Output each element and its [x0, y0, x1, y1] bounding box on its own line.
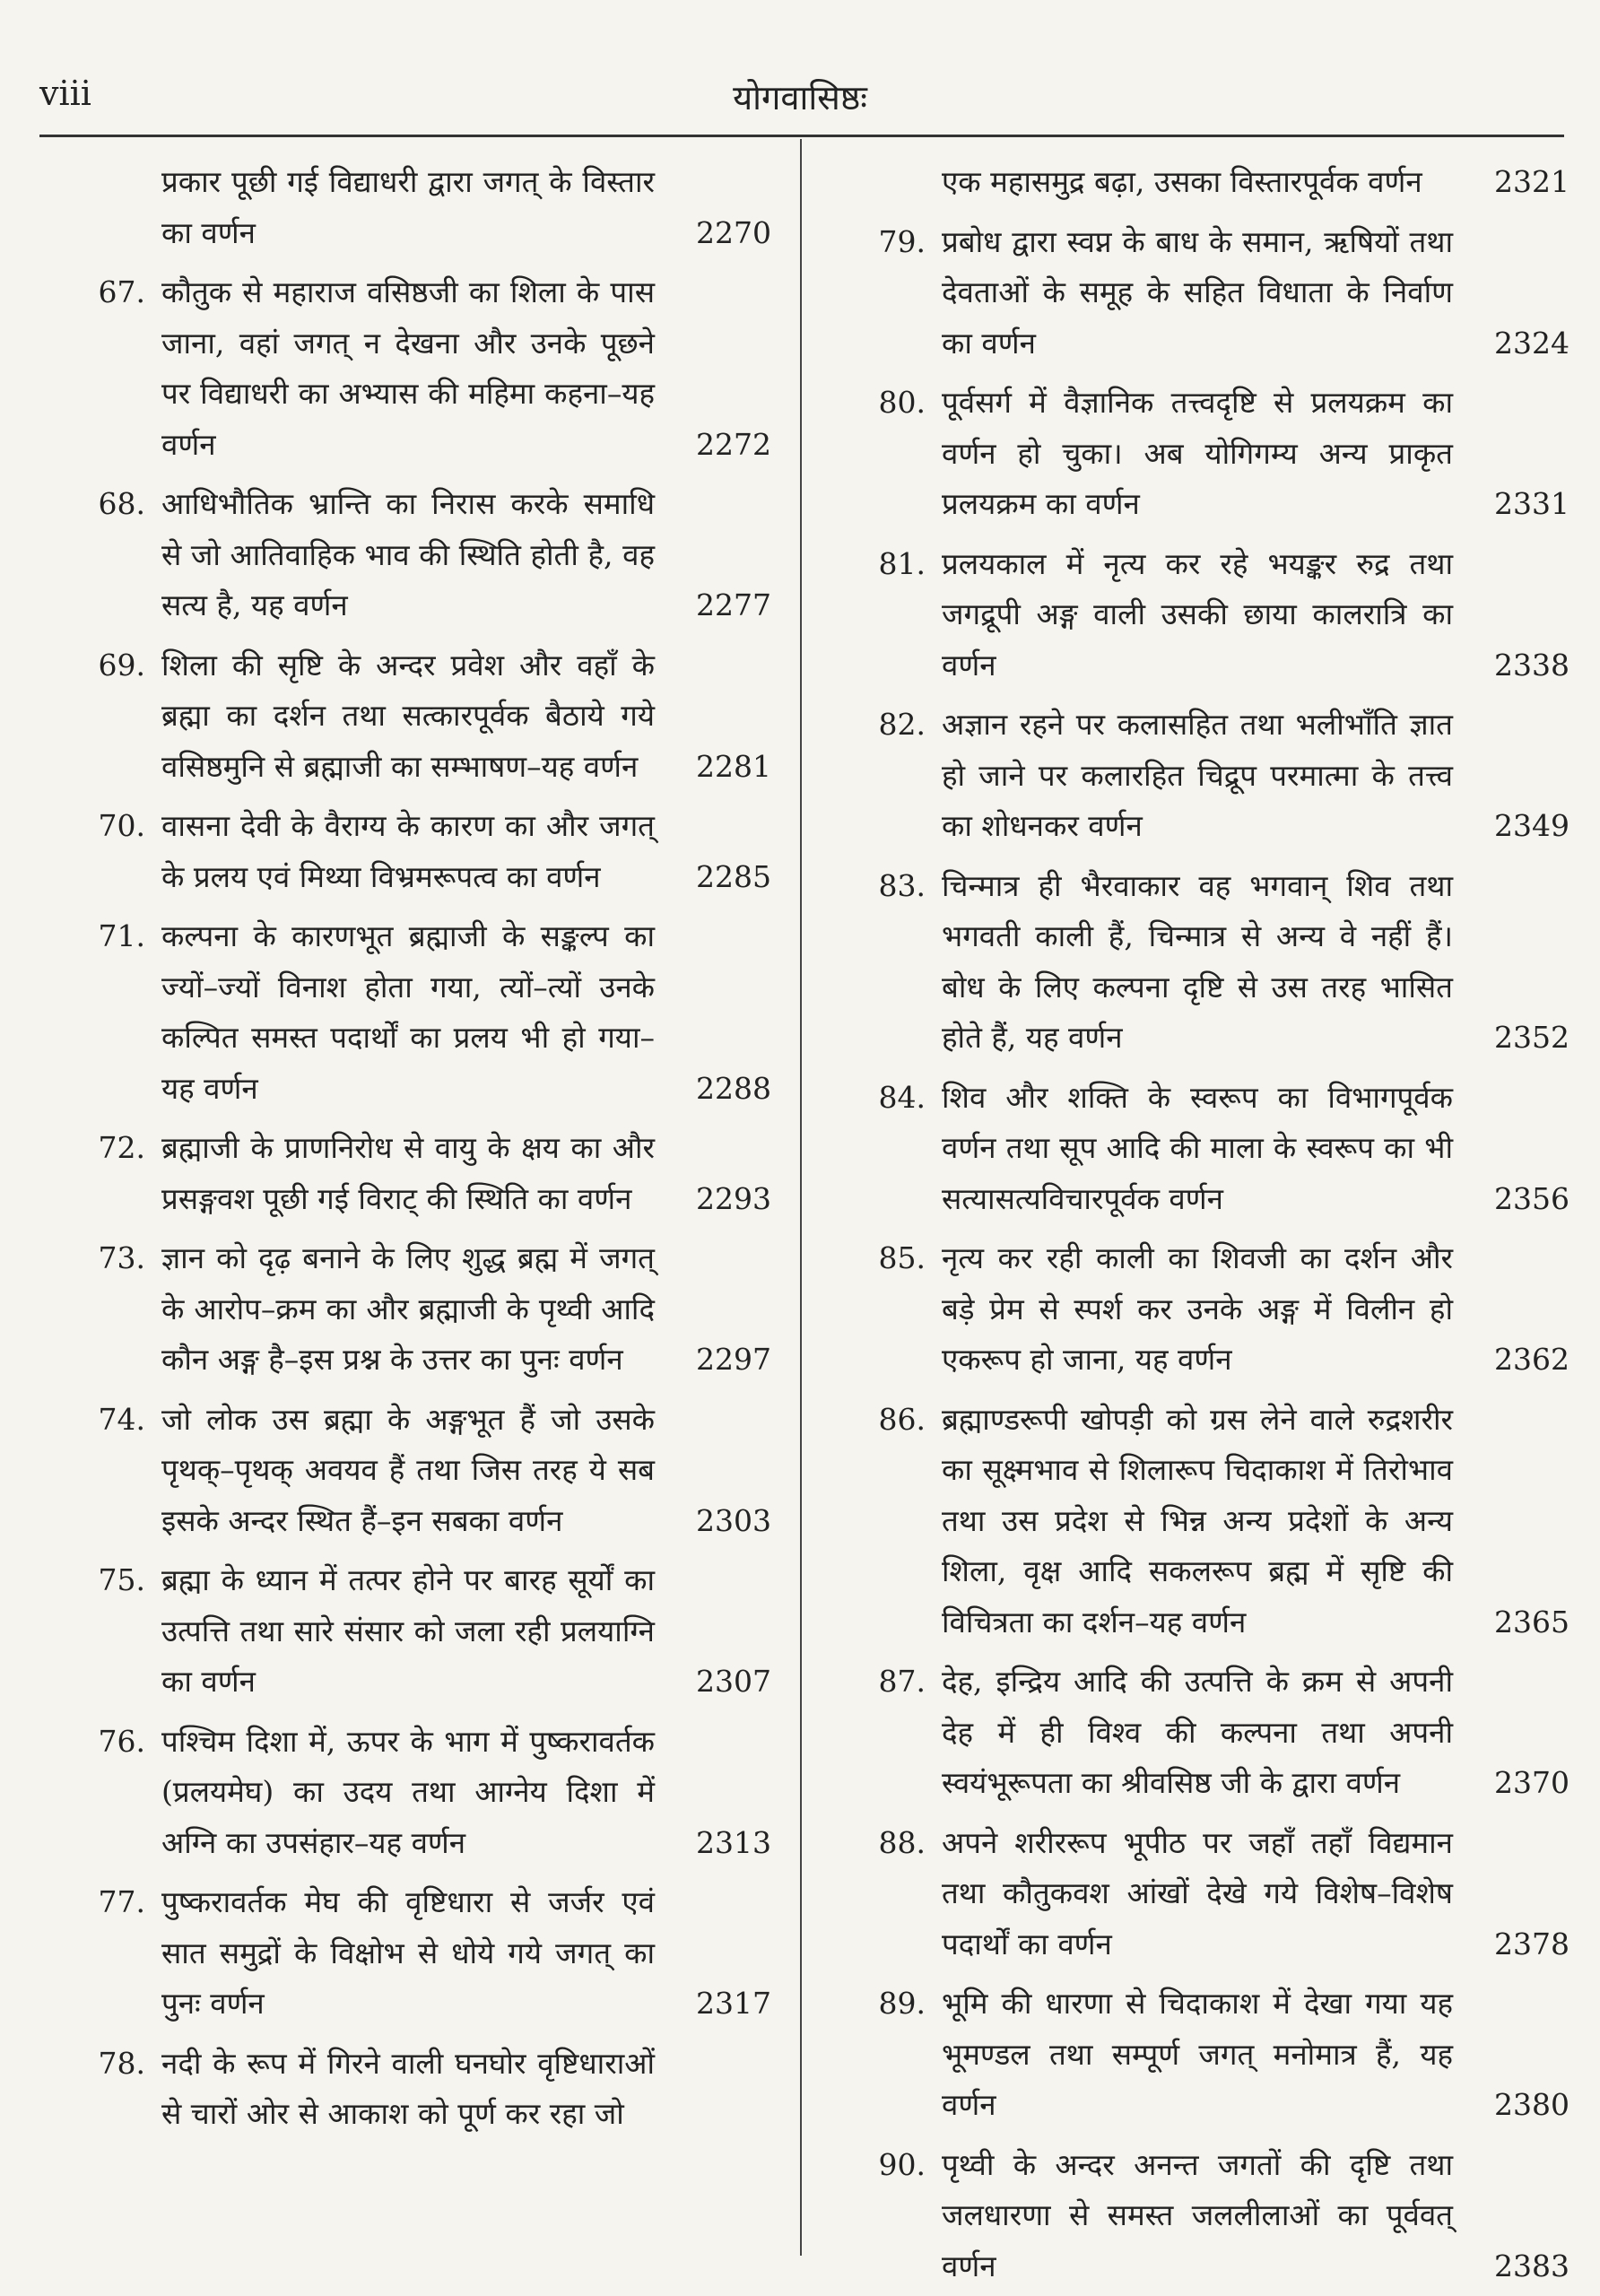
page-ref: 2324 [1494, 325, 1570, 361]
toc-entry [63, 1877, 771, 2030]
toc-entry [843, 1395, 1570, 1648]
chapter-description: प्रकार पूछी गई विद्याधरी द्वारा जगत् के विस्तार का वर्णन [161, 164, 655, 250]
page-ref: 2356 [1494, 1180, 1570, 1216]
toc-entry [843, 2140, 1570, 2292]
chapter-number: 75. [98, 1562, 145, 1597]
chapter-number: 74. [98, 1401, 145, 1437]
page-ref: 2297 [696, 1342, 771, 1377]
chapter-number: 90. [878, 2146, 926, 2182]
chapter-description: ब्रह्माजी के प्राणनिरोध से वायु के क्षय का और प्रसङ्गवश पूछी गई विराट् की स्थिति का वर्णन [161, 1130, 655, 1216]
chapter-number: 67. [98, 274, 145, 309]
chapter-description: अज्ञान रहने पर कलासहित तथा भलीभाँति ज्ञात हो जाने पर कलारहित चिद्रूप परमात्मा के तत्त्व का शोधनकर वर्णन [942, 707, 1453, 843]
chapter-number: 76. [98, 1723, 145, 1759]
toc-entry [843, 217, 1570, 370]
page-ref: 2321 [1494, 164, 1570, 199]
toc-entry [843, 378, 1570, 530]
chapter-number: 88. [878, 1824, 926, 1860]
chapter-description: देह, इन्द्रिय आदि की उत्पत्ति के क्रम से अपनी देह में ही विश्व की कल्पना तथा अपनी स्वयंभूरूपता का श्रीवसिष्ठ जी के द्वारा वर्णन [942, 1664, 1453, 1800]
toc-entry [843, 700, 1570, 852]
chapter-description: शिला की सृष्टि के अन्दर प्रवेश और वहाँ के ब्रह्मा का दर्शन तथा सत्कारपूर्वक बैठाये गये वसिष्ठमुनि से ब्रह्माजी का सम्भाषण–यह वर्णन [161, 647, 655, 784]
toc-entry [843, 1233, 1570, 1386]
chapter-number: 78. [98, 2045, 145, 2081]
toc-entry [843, 539, 1570, 691]
chapter-description: पश्चिम दिशा में, ऊपर के भाग में पुष्करावर्तक (प्रलयमेघ) का उदय तथा आग्नेय दिशा में अग्नि का उपसंहार–यह वर्णन [161, 1723, 655, 1860]
chapter-description: एक महासमुद्र बढ़ा, उसका विस्तारपूर्वक वर्णन [942, 164, 1422, 199]
left-column [63, 157, 771, 2265]
chapter-description: ज्ञान को दृढ़ बनाने के लिए शुद्ध ब्रह्म में जगत् के आरोप–क्रम का और ब्रह्माजी के पृथ्वी आदि कौन अङ्ग है–इस प्रश्न के उत्तर का पुनः वर्णन [161, 1240, 655, 1377]
chapter-number: 86. [878, 1401, 926, 1437]
toc-entry [63, 1233, 771, 1386]
chapter-description: प्रबोध द्वारा स्वप्न के बाध के समान, ऋषियों तथा देवताओं के समूह के सहित विधाता के निर्वाण का वर्णन [942, 223, 1453, 361]
page-number: viii [39, 74, 91, 113]
toc-entry [63, 157, 771, 258]
page-ref: 2352 [1494, 1020, 1570, 1055]
page-ref: 2370 [1494, 1765, 1570, 1800]
page-ref: 2303 [696, 1502, 771, 1538]
chapter-description: शिव और शक्ति के स्वरूप का विभागपूर्वक वर्णन तथा सूप आदि की माला के स्वरूप का भी सत्यासत्यविचारपूर्वक वर्णन [942, 1079, 1453, 1216]
chapter-number: 80. [878, 385, 926, 420]
toc-entry [843, 1979, 1570, 2131]
page-ref: 2380 [1494, 2087, 1570, 2122]
toc-entry [843, 1657, 1570, 1809]
chapter-number: 79. [878, 223, 926, 259]
page-ref: 2281 [696, 748, 771, 784]
page-ref: 2317 [696, 1986, 771, 2021]
page-ref: 2293 [696, 1180, 771, 1216]
chapter-description: अपने शरीररूप भूपीठ पर जहाँ तहाँ विद्यमान तथा कौतुकवश आंखों देखे गये विशेष–विशेष पदार्थों का वर्णन [942, 1824, 1453, 1961]
chapter-description: जो लोक उस ब्रह्मा के अङ्गभूत हैं जो उसके पृथक्–पृथक् अवयव हैं तथा जिस तरह ये सब इसके अन्दर स्थित हैं–इन सबका वर्णन [161, 1401, 655, 1538]
page-ref: 2331 [1494, 486, 1570, 521]
chapter-number: 69. [98, 647, 145, 683]
right-column [843, 157, 1570, 2283]
chapter-number: 84. [878, 1079, 926, 1115]
chapter-description: नृत्य कर रही काली का शिवजी का दर्शन और बड़े प्रेम से स्पर्श कर उनके अङ्ग में विलीन हो एकरूप हो जाना, यह वर्णन [942, 1240, 1453, 1377]
chapter-number: 72. [98, 1130, 145, 1165]
page-ref: 2270 [696, 214, 771, 250]
toc-entry [63, 1555, 771, 1708]
page-ref: 2272 [696, 426, 771, 462]
page-ref: 2365 [1494, 1604, 1570, 1639]
page-ref: 2313 [696, 1824, 771, 1860]
chapter-number: 71. [98, 918, 145, 953]
page-ref: 2383 [1494, 2248, 1570, 2283]
chapter-description: कल्पना के कारणभूत ब्रह्माजी के सङ्कल्प का ज्यों–ज्यों विनाश होता गया, त्यों–त्यों उनके कल्पित समस्त पदार्थों का प्रलय भी हो गया–यह वर्णन [161, 918, 655, 1106]
chapter-number: 73. [98, 1240, 145, 1275]
chapter-number: 85. [878, 1240, 926, 1275]
chapter-number: 77. [98, 1884, 145, 1919]
chapter-description: ब्रह्मा के ध्यान में तत्पर होने पर बारह सूर्यों का उत्पत्ति तथा सारे संसार को जला रही प्रलयाग्नि का वर्णन [161, 1562, 655, 1699]
toc-entry [63, 911, 771, 1114]
page-title: योगवासिष्ठः [733, 78, 867, 117]
page-ref: 2338 [1494, 647, 1570, 683]
toc-entry [843, 1818, 1570, 1970]
toc-entry [63, 801, 771, 902]
page-ref: 2307 [696, 1664, 771, 1699]
chapter-description: वासना देवी के वैराग्य के कारण का और जगत् के प्रलय एवं मिथ्या विभ्रमरूपत्व का वर्णन [161, 808, 655, 894]
page-ref: 2362 [1494, 1342, 1570, 1377]
chapter-description: भूमि की धारणा से चिदाकाश में देखा गया यह भूमण्डल तथा सम्पूर्ण जगत् मनोमात्र हैं, यह वर्णन [942, 1986, 1453, 2122]
page-ref: 2378 [1494, 1926, 1570, 1961]
chapter-description: कौतुक से महाराज वसिष्ठजी का शिला के पास जाना, वहां जगत् न देखना और उनके पूछने पर विद्याधरी का अभ्यास की महिमा कहना–यह वर्णन [161, 274, 655, 462]
page-ref: 2285 [696, 858, 771, 894]
chapter-description: पूर्वसर्ग में वैज्ञानिक तत्त्वदृष्टि से प्रलयक्रम का वर्णन हो चुका। अब योगिगम्य अन्य प्राकृत प्रलयक्रम का वर्णन [942, 385, 1453, 521]
chapter-description: नदी के रूप में गिरने वाली घनघोर वृष्टिधाराओं से चारों ओर से आकाश को पूर्ण कर रहा जो [161, 2045, 655, 2131]
toc-entry [63, 640, 771, 793]
chapter-description: पृथ्वी के अन्दर अनन्त जगतों की दृष्टि तथा जलधारणा से समस्त जललीलाओं का पूर्ववत् वर्णन [942, 2146, 1453, 2283]
chapter-number: 81. [878, 545, 926, 581]
toc-entry [63, 267, 771, 470]
toc-entry [63, 1717, 771, 1869]
toc-entry [843, 861, 1570, 1064]
page-ref: 2277 [696, 587, 771, 622]
chapter-description: प्रलयकाल में नृत्य कर रहे भयङ्कर रुद्र तथा जगद्रूपी अङ्ग वाली उसकी छाया कालरात्रि का वर्णन [942, 545, 1453, 683]
toc-entry [843, 157, 1570, 208]
toc-entry [63, 1123, 771, 1224]
chapter-number: 68. [98, 486, 145, 521]
page-ref: 2288 [696, 1070, 771, 1106]
chapter-description: ब्रह्माण्डरूपी खोपड़ी को ग्रस लेने वाले रुद्रशरीर का सूक्ष्मभाव से शिलारूप चिदाकाश में तिरोभाव तथा उस प्रदेश से भिन्न अन्य प्रदेशों के अन्य शिला, वृक्ष आदि सकलरूप ब्रह्म में सृष्टि की विचित्रता का दर्शन–यह वर्णन [942, 1401, 1453, 1639]
column-divider [800, 139, 802, 2256]
chapter-number: 83. [878, 867, 926, 903]
toc-entry [843, 1073, 1570, 1225]
toc-entry [63, 479, 771, 631]
chapter-number: 82. [878, 707, 926, 742]
chapter-number: 70. [98, 808, 145, 843]
chapter-number: 89. [878, 1986, 926, 2021]
chapter-description: आधिभौतिक भ्रान्ति का निरास करके समाधि से जो आतिवाहिक भाव की स्थिति होती है, वह सत्य है, यह वर्णन [161, 486, 655, 622]
page-ref: 2349 [1494, 808, 1570, 843]
toc-entry [63, 2039, 771, 2140]
toc-entry [63, 1395, 771, 1547]
chapter-description: पुष्करावर्तक मेघ की वृष्टिधारा से जर्जर एवं सात समुद्रों के विक्षोभ से धोये गये जगत् का पुनः वर्णन [161, 1884, 655, 2021]
chapter-number: 87. [878, 1664, 926, 1699]
header-divider [39, 135, 1564, 137]
chapter-description: चिन्मात्र ही भैरवाकार वह भगवान् शिव तथा भगवती काली हैं, चिन्मात्र से अन्य वे नहीं हैं। बोध के लिए कल्पना दृष्टि से उस तरह भासित होते हैं, यह वर्णन [942, 867, 1453, 1055]
